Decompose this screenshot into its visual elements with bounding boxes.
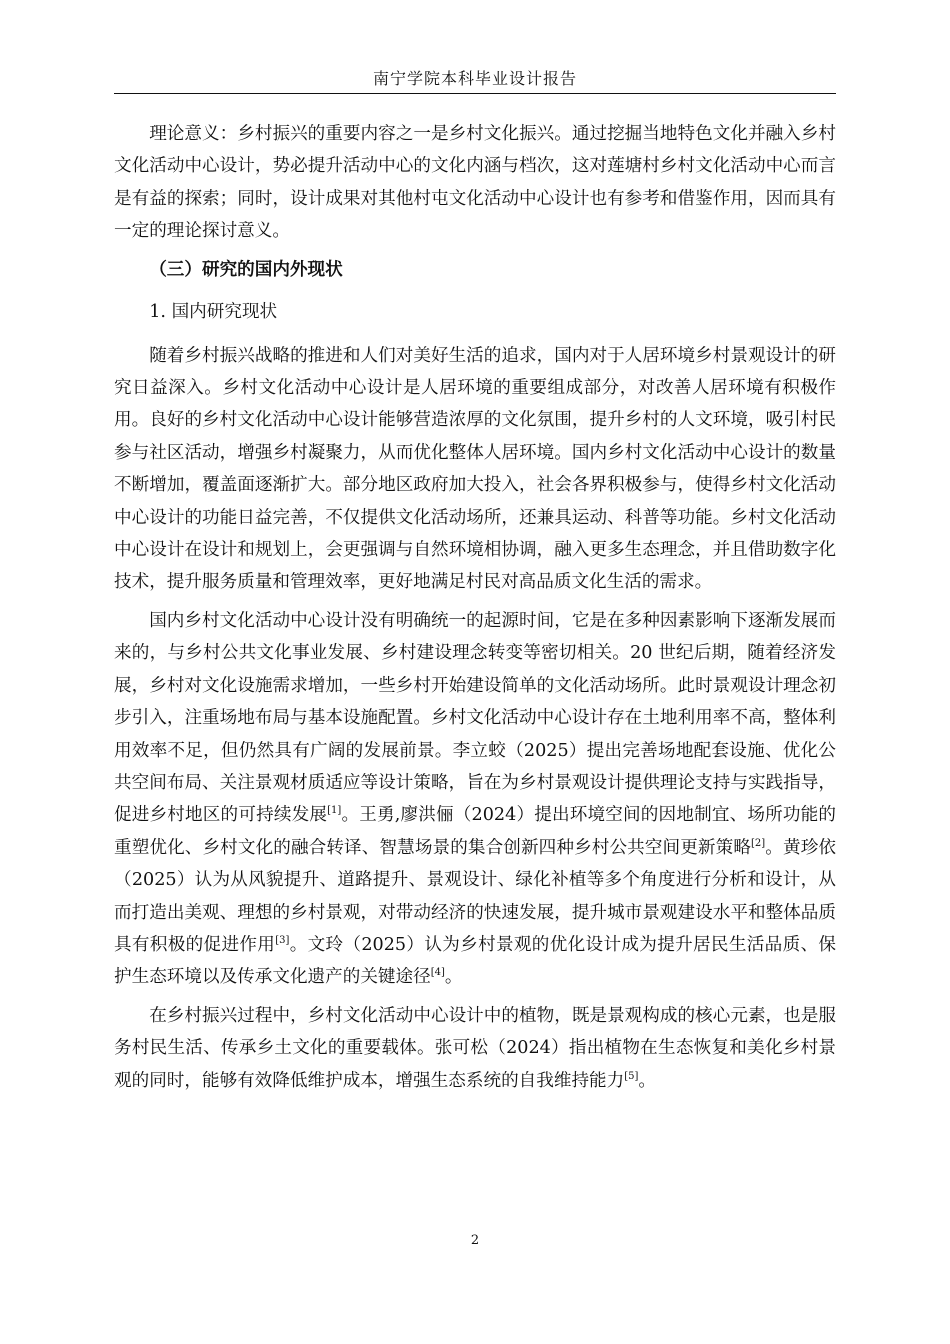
citation-2: [2] (751, 837, 766, 849)
paragraph-domestic-research: 随着乡村振兴战略的推进和人们对美好生活的追求，国内对于人居环境乡村景观设计的研究日益深入。乡村文化活动中心设计是人居环境的重要组成部分，对改善人居环境有积极作用。良好的乡村文化活动中心设计能够营造浓厚的文化氛围，提升乡村的人文环境，吸引村民参与社区活动，增强乡村凝聚力，从而优化整体人居环境。国内乡村文化活动中心设计的数量不断增加，覆盖面逐渐扩大。部分地区政府加大投入，社会各界积极参与，使得乡村文化活动中心设计的功能日益完善，不仅提供文化活动场所，还兼具运动、科普等功能。乡村文化活动中心设计在设计和规划上，会更强调与自然环境相协调，融入更多生态理念，并且借助数字化技术，提升服务质量和管理效率，更好地满足村民对高品质文化生活的需求。 (114, 345, 836, 593)
page-number: 2 (470, 1233, 480, 1248)
paragraph-plants (114, 1000, 836, 1097)
text-run: 。文玲（2025）认为乡村景观的优化设计成为提升居民生活品质、保护生态环境以及传承文化遗产的关键途径 (114, 934, 836, 988)
text-run: 在乡村振兴过程中，乡村文化活动中心设计中的植物，既是景观构成的核心元素，也是服务村民生活、传承乡土文化的重要载体。张可松（2024）指出植物在生态恢复和美化乡村景观的同时，能够有效降低维护成本，增强生态系统的自我维持能力 (114, 1005, 836, 1091)
text-run: 国内乡村文化活动中心设计没有明确统一的起源时间，它是在多种因素影响下逐渐发展而来的，与乡村公共文化事业发展、乡村建设理念转变等密切相关。20 世纪后期，随着经济发展，乡村对文化设施需求增加，一些乡村开始建设简单的文化活动场所。此时景观设计理念初步引入，注重场地布局与基本设施配置。乡村文化活动中心设计存在土地利用率不高，整体利用效率不足，但仍然具有广阔的发展前景。李立蛟（2025）提出完善场地配套设施、优化公共空间布局、关注景观材质适应等设计策略，旨在为乡村景观设计提供理论支持与实践指导，促进乡村地区的可持续发展 (114, 610, 836, 826)
text-run: 。黄珍依（2025）认为从风貌提升、道路提升、景观设计、绿化补植等多个角度进行分析和设计，从而打造出美观、理想的乡村景观，对带动经济的快速发展，提升城市景观建设水平和整体品质具有积极的促进作用 (114, 837, 836, 955)
header-divider (114, 93, 836, 94)
text-run: 。 (444, 967, 463, 988)
running-header: 南宁学院本科毕业设计报告 (372, 69, 577, 88)
text-run: 。 (638, 1070, 657, 1091)
paragraph-origin-and-literature (114, 605, 836, 994)
citation-4: [4] (430, 967, 445, 979)
subsection-heading: 1. 国内研究现状 (149, 301, 278, 322)
citation-3: [3] (275, 935, 290, 947)
section-heading: （三）研究的国内外现状 (149, 258, 343, 280)
document-body (114, 118, 836, 1103)
text-run: 。王勇,廖洪俪（2024）提出环境空间的因地制宜、场所功能的重塑优化、乡村文化的融合转译、智慧场景的集合创新四种乡村公共空间更新策略 (114, 805, 836, 858)
citation-1: [1] (327, 805, 342, 817)
citation-5: [5] (624, 1070, 639, 1082)
paragraph-theory-significance: 理论意义：乡村振兴的重要内容之一是乡村文化振兴。通过挖掘当地特色文化并融入乡村文化活动中心设计，势必提升活动中心的文化内涵与档次，这对莲塘村乡村文化活动中心而言是有益的探索；同时，设计成果对其他村屯文化活动中心设计也有参考和借鉴作用，因而具有一定的理论探讨意义。 (114, 124, 836, 242)
